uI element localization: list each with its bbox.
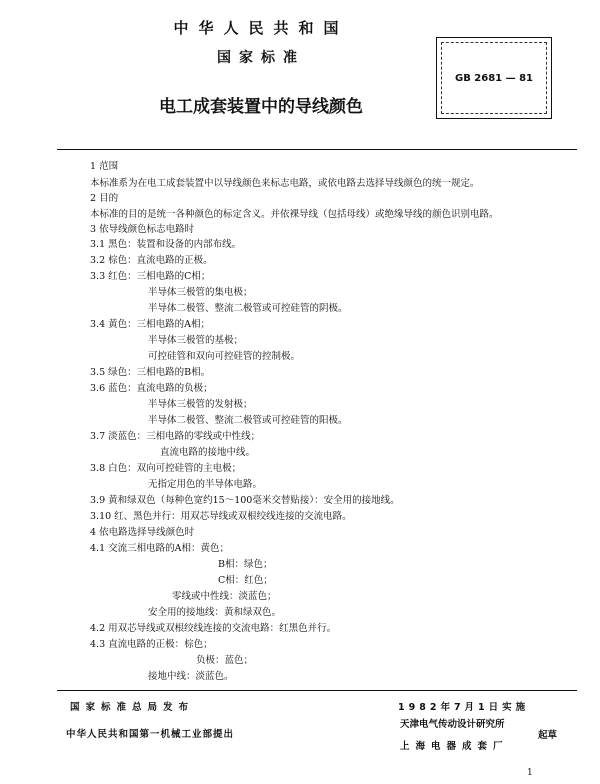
list-item: 4.3 直流电路的正极：棕色； <box>90 639 213 650</box>
list-item-continuation: 半导体三极管的集电极； <box>148 287 253 298</box>
list-item-continuation: C相：红色； <box>218 575 273 586</box>
list-item: 3.3 红色：三相电路的C相； <box>90 271 211 282</box>
list-item: 3.5 绿色：三相电路的B相。 <box>90 367 211 378</box>
list-item-continuation: 安全用的接地线：黄和绿双色。 <box>148 607 282 618</box>
list-item: 3.6 蓝色：直流电路的负极； <box>90 383 213 394</box>
list-item-continuation: 半导体三极管的基极； <box>148 335 244 346</box>
country-heading: 中华人民共和国 <box>173 19 349 37</box>
date-label: 1982年7月1日实施 <box>398 702 530 713</box>
section-heading: 4 依电路选择导线颜色时 <box>90 527 195 538</box>
standard-code: GB 2681 — 81 <box>454 73 534 84</box>
paragraph: 本标准的目的是统一各种颜色的标定含义。并依裸导线（包括母线）或绝缘导线的颜色识别电路。 <box>90 209 499 220</box>
list-item: 3.9 黄和绿双色（每种色宽约15～100毫米交替贴接）：安全用的接地线。 <box>90 495 400 506</box>
list-item: 3.4 黄色：三相电路的A相； <box>90 319 210 330</box>
list-item: 3.10 红、黑色并行：用双芯导线或双根绞线连接的交流电路。 <box>90 511 352 522</box>
drafter-org-1: 天津电气传动设计研究所 <box>400 719 505 730</box>
list-item-continuation: 可控硅管和双向可控硅管的控制极。 <box>148 351 301 362</box>
list-item-continuation: 无指定用色的半导体电路。 <box>148 479 263 490</box>
drafter-org-2: 上海电器成套厂 <box>400 741 509 752</box>
list-item-continuation: B相：绿色； <box>218 559 273 570</box>
footer-rule <box>57 690 577 691</box>
list-item-continuation: 半导体三极管的发射极； <box>148 399 253 410</box>
list-item-continuation: 半导体二极管、整流二极管或可控硅管的阳极。 <box>148 415 348 426</box>
draft-label: 起草 <box>538 730 558 741</box>
list-item-continuation: 零线或中性线：淡蓝色； <box>172 591 277 602</box>
list-item: 3.1 黑色：装置和设备的内部布线。 <box>90 239 242 250</box>
section-heading: 3 依导线颜色标志电路时 <box>90 224 195 235</box>
list-item: 3.8 白色：双向可控硅管的主电极； <box>90 463 242 474</box>
list-item-continuation: 半导体二极管、整流二极管或可控硅管的阴极。 <box>148 303 348 314</box>
section-heading: 2 目的 <box>90 193 119 204</box>
list-item-continuation: 接地中线：淡蓝色。 <box>148 671 234 682</box>
page-number: 1 <box>527 768 533 778</box>
list-item-continuation: 直流电路的接地中线。 <box>160 447 256 458</box>
top-rule <box>57 149 577 150</box>
list-item: 3.7 淡蓝色：三相电路的零线或中性线； <box>90 431 261 442</box>
list-item: 4.1 交流三相电路的A相：黄色； <box>90 543 229 554</box>
standard-type-heading: 国家标准 <box>217 50 305 66</box>
list-item-continuation: 负极：蓝色； <box>196 655 254 666</box>
proposer-label: 中华人民共和国第一机械工业部提出 <box>66 729 235 740</box>
paragraph: 本标准系为在电工成套装置中以导线颜色来标志电路，或依电路去选择导线颜色的统一规定。 <box>90 178 480 189</box>
list-item: 3.2 棕色：直流电路的正极。 <box>90 255 213 266</box>
section-heading: 1 范围 <box>90 161 119 172</box>
list-item: 4.2 用双芯导线或双根绞线连接的交流电路：红黑色并行。 <box>90 623 337 634</box>
issuer-label: 国家标准总局发布 <box>70 702 195 713</box>
page-title: 电工成套装置中的导线颜色 <box>159 97 363 117</box>
